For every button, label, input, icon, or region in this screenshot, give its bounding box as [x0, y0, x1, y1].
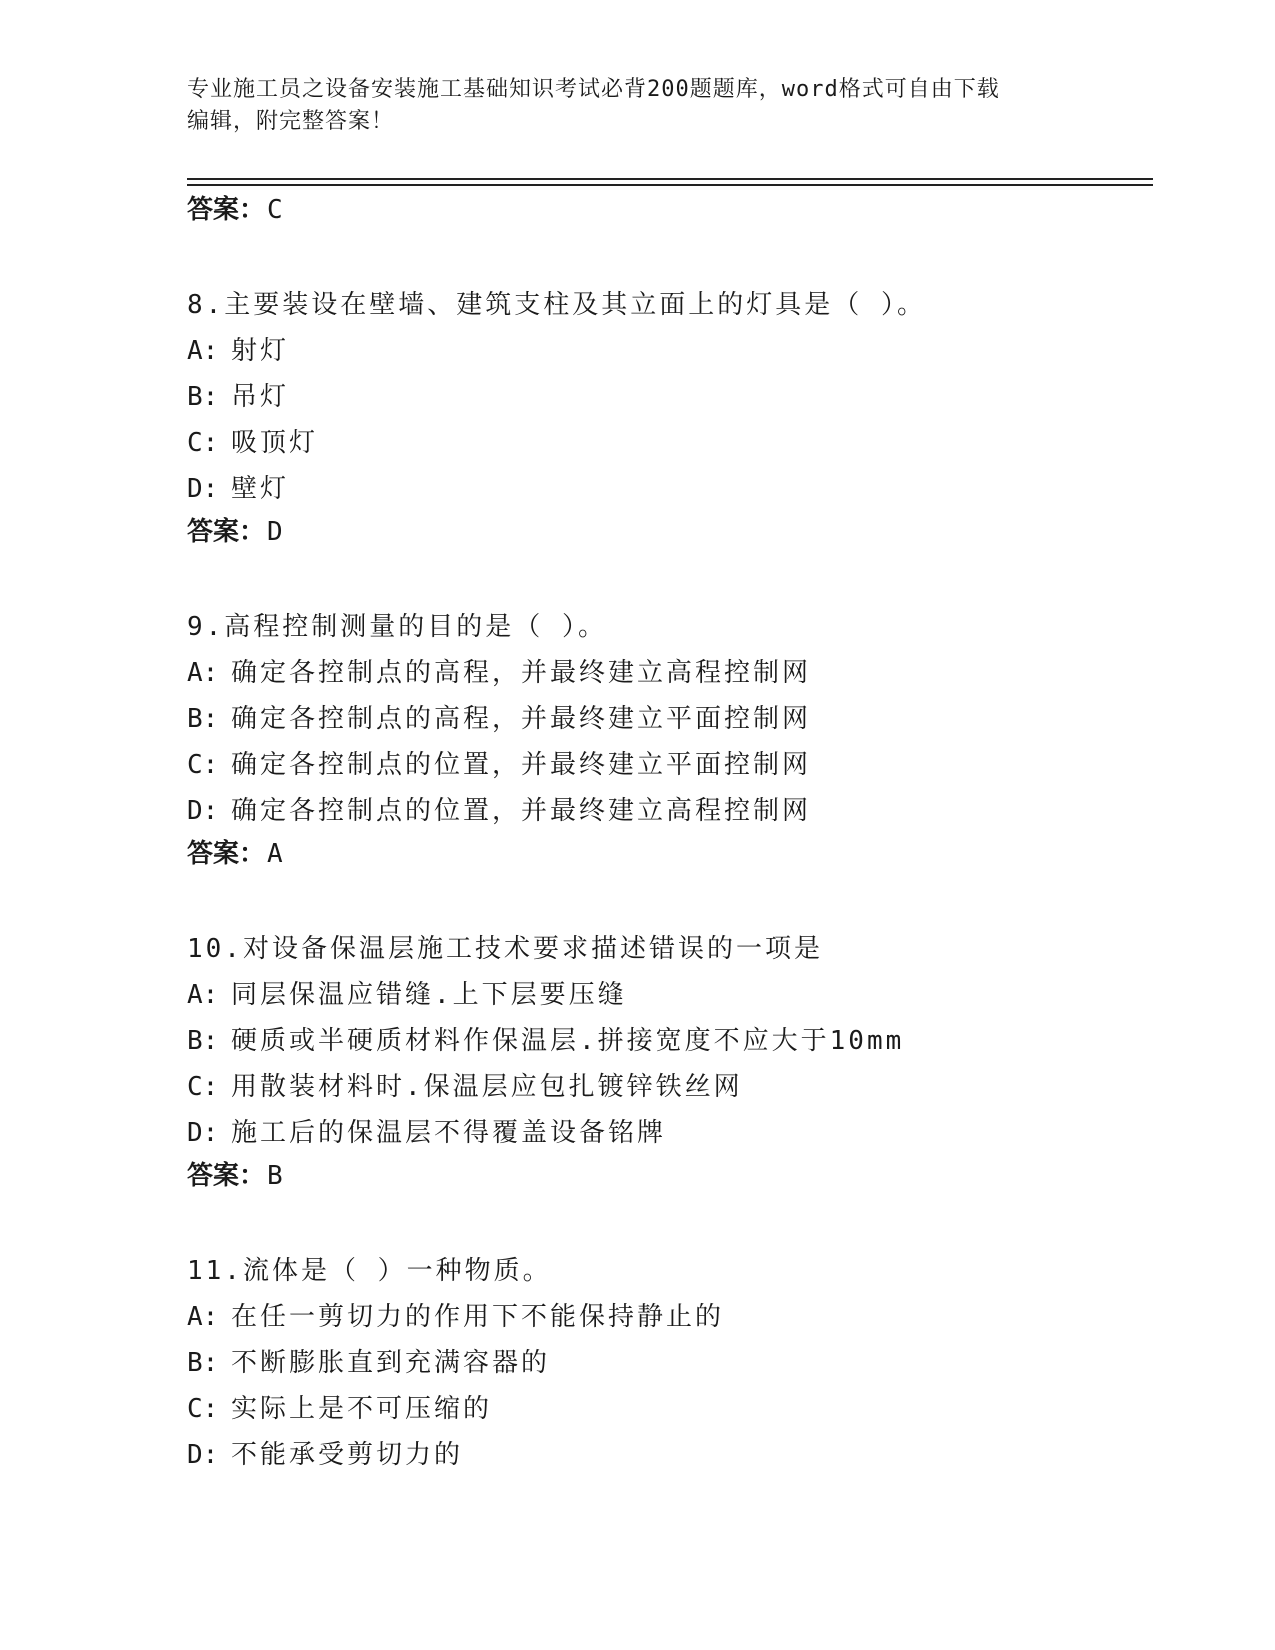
question-stem: 10.对设备保温层施工技术要求描述错误的一项是: [187, 934, 823, 964]
option-text: 确定各控制点的位置，并最终建立平面控制网: [231, 750, 812, 780]
option-b: [187, 1340, 1167, 1386]
answer-line: [187, 1156, 1167, 1202]
header-line-1: 专业施工员之设备安装施工基础知识考试必背200题题库，word格式可自由下载: [187, 77, 1000, 102]
answer-line: [187, 512, 1167, 558]
answer-label: 答案：: [187, 195, 266, 225]
question-stem: 11.流体是（ ）一种物质。: [187, 1256, 552, 1286]
option-key: A:: [187, 1302, 219, 1332]
option-d: [187, 788, 1167, 834]
answer-label: 答案：: [187, 839, 266, 869]
option-text: 用散装材料时.保温层应包扎镀锌铁丝网: [231, 1072, 743, 1102]
option-text: 确定各控制点的位置，并最终建立高程控制网: [231, 796, 812, 826]
answer-label: 答案：: [187, 517, 266, 547]
option-key: C:: [187, 428, 219, 458]
option-key: B:: [187, 704, 219, 734]
question-block: [187, 282, 1167, 558]
option-key: B:: [187, 1026, 219, 1056]
option-b: [187, 374, 1167, 420]
option-b: [187, 696, 1167, 742]
spacer: [187, 1202, 1167, 1248]
option-key: D:: [187, 1440, 219, 1470]
option-key: C:: [187, 1072, 219, 1102]
option-text: 吸顶灯: [231, 428, 319, 458]
spacer: [187, 558, 1167, 604]
question-stem: 8.主要装设在壁墙、建筑支柱及其立面上的灯具是（ ）。: [187, 290, 926, 320]
option-a: [187, 650, 1167, 696]
option-key: D:: [187, 796, 219, 826]
document-header: [187, 74, 1087, 138]
answer-value: B: [267, 1161, 283, 1191]
option-key: A:: [187, 658, 219, 688]
option-key: B:: [187, 1348, 219, 1378]
option-text: 确定各控制点的高程，并最终建立高程控制网: [231, 658, 812, 688]
option-key: B:: [187, 382, 219, 412]
option-text: 壁灯: [231, 474, 290, 504]
question-stem: 9.高程控制测量的目的是（ ）。: [187, 612, 607, 642]
option-key: C:: [187, 1394, 219, 1424]
header-line-2: 编辑，附完整答案！: [187, 109, 395, 134]
header-rule-top: [187, 178, 1153, 180]
question-block: [187, 604, 1167, 880]
question-list: [187, 190, 1167, 1478]
option-a: [187, 328, 1167, 374]
option-text: 吊灯: [231, 382, 290, 412]
option-key: D:: [187, 474, 219, 504]
header-rule-bottom: [187, 184, 1153, 186]
option-key: A:: [187, 980, 219, 1010]
option-c: [187, 420, 1167, 466]
option-d: [187, 466, 1167, 512]
spacer: [187, 880, 1167, 926]
option-d: [187, 1432, 1167, 1478]
option-text: 施工后的保温层不得覆盖设备铭牌: [231, 1118, 667, 1148]
question-block: [187, 926, 1167, 1202]
option-text: 不断膨胀直到充满容器的: [231, 1348, 551, 1378]
option-text: 不能承受剪切力的: [231, 1440, 464, 1470]
spacer: [187, 236, 1167, 282]
option-key: C:: [187, 750, 219, 780]
option-key: D:: [187, 1118, 219, 1148]
option-text: 同层保温应错缝.上下层要压缝: [231, 980, 627, 1010]
option-text: 硬质或半硬质材料作保温层.拼接宽度不应大于10mm: [231, 1026, 905, 1056]
option-b: [187, 1018, 1167, 1064]
answer-value: D: [267, 517, 283, 547]
option-c: [187, 1064, 1167, 1110]
option-text: 在任一剪切力的作用下不能保持静止的: [231, 1302, 725, 1332]
option-d: [187, 1110, 1167, 1156]
option-c: [187, 1386, 1167, 1432]
question-block: [187, 1248, 1167, 1478]
answer-value: C: [267, 195, 283, 225]
answer-value: A: [267, 839, 283, 869]
option-text: 实际上是不可压缩的: [231, 1394, 493, 1424]
option-a: [187, 1294, 1167, 1340]
answer-line: [187, 190, 1167, 236]
answer-label: 答案：: [187, 1161, 266, 1191]
option-key: A:: [187, 336, 219, 366]
option-a: [187, 972, 1167, 1018]
option-text: 确定各控制点的高程，并最终建立平面控制网: [231, 704, 812, 734]
option-text: 射灯: [231, 336, 290, 366]
answer-line: [187, 834, 1167, 880]
option-c: [187, 742, 1167, 788]
